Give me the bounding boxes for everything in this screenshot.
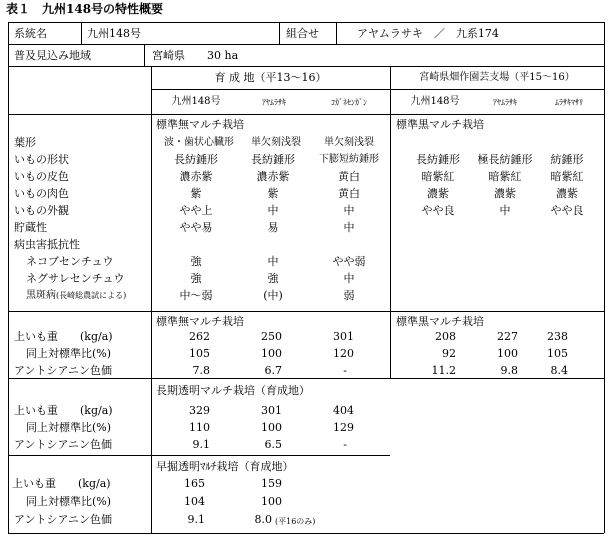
- table-border-bottom: [8, 533, 604, 534]
- trait-label: 貯蔵性: [14, 221, 47, 234]
- kokuhan-note: (長崎総農試による): [56, 291, 127, 300]
- trait-value: 中: [267, 204, 279, 217]
- divider: [151, 89, 604, 90]
- cond-label: 標準黒マルチ栽培: [396, 118, 484, 131]
- trait-value: 弱: [343, 289, 355, 302]
- yield-label: アントシアニン色価: [14, 438, 113, 451]
- trait-value: やや良: [421, 204, 455, 217]
- yield-value: 105: [189, 347, 210, 360]
- trait-value: (中): [263, 289, 283, 302]
- divider: [8, 114, 604, 115]
- trait-value: 黄白: [338, 170, 360, 183]
- yield-label: 上いも重 (kg/a): [14, 404, 113, 417]
- yield-value: 301: [333, 330, 354, 343]
- table-title: 表１ 九州148号の特性概要: [6, 2, 164, 16]
- trait-value: 紫: [267, 187, 279, 200]
- trait-value: 濃紫: [556, 187, 578, 200]
- trait-value: 単欠刻浅裂: [251, 137, 301, 148]
- trait-value: やや良: [550, 204, 584, 217]
- yield-label: 同上対標準比(%): [26, 421, 112, 434]
- yield-value: 100: [261, 495, 282, 508]
- cond-label: 標準無マルチ栽培: [156, 315, 244, 328]
- divider: [144, 44, 145, 66]
- cond-label: 長期透明マルチ栽培（育成地）: [156, 384, 310, 397]
- trait-value: 中: [343, 221, 355, 234]
- divider: [8, 311, 604, 312]
- trait-value: 波・歯状心臓形: [164, 137, 234, 148]
- trait-value: 紡錘形: [550, 153, 584, 166]
- divider: [8, 378, 604, 379]
- cond-label: 標準黒マルチ栽培: [396, 315, 484, 328]
- yield-value: 238: [547, 330, 568, 343]
- variety-header: ｺｶﾞﾈｾﾝｶﾞﾝ: [331, 98, 367, 107]
- yield-value: 6.7: [264, 364, 282, 377]
- variety-header: 九州148号: [410, 96, 460, 107]
- yield-value: 165: [184, 477, 205, 490]
- variety-header: ｱﾔﾑﾗｻｷ: [493, 98, 517, 107]
- trait-value: 暗紫紅: [421, 170, 455, 183]
- variety-header: 九州148号: [171, 96, 221, 107]
- trait-value: 濃紫: [427, 187, 449, 200]
- group-header-ikusei: 育 成 地（平13～16）: [214, 71, 327, 84]
- yield-value: 301: [261, 404, 282, 417]
- resist-label: ネグサレセンチュウ: [26, 272, 125, 285]
- yield-value: 100: [497, 347, 518, 360]
- yield-value: 9.1: [187, 513, 205, 526]
- yield-value: 104: [184, 495, 205, 508]
- yield-value: 9.1: [192, 438, 210, 451]
- yield-value: 250: [261, 330, 282, 343]
- yield-label: 上いも重 (kg/a): [12, 477, 111, 490]
- trait-label: いもの肉色: [14, 187, 69, 200]
- trait-label: いもの皮色: [14, 170, 69, 183]
- trait-value: やや上: [179, 204, 213, 217]
- trait-value: 極長紡錘形: [477, 153, 533, 166]
- yield-value: 100: [261, 347, 282, 360]
- yield-value: 92: [442, 347, 456, 360]
- divider: [336, 22, 337, 44]
- lineage-label: 系統名: [14, 27, 47, 40]
- area-value: 宮崎県 30 ha: [152, 49, 239, 62]
- table-border-top: [8, 22, 604, 23]
- yield-value: 159: [261, 477, 282, 490]
- cond-label: 標準無マルチ栽培: [156, 118, 244, 131]
- yield-value: 329: [189, 404, 210, 417]
- yield-label: 同上対標準比(%): [26, 347, 112, 360]
- divider: [8, 44, 604, 45]
- trait-label: いもの形状: [14, 153, 69, 166]
- trait-value: 単欠刻浅裂: [324, 137, 374, 148]
- divider: [390, 66, 391, 378]
- yield-value: 8.0: [254, 513, 272, 526]
- group-header-miyazaki: 宮崎県畑作園芸支場（平15～16）: [419, 72, 575, 83]
- yield-value: 6.5: [264, 438, 282, 451]
- yield-value: -: [343, 438, 347, 451]
- trait-value: 長紡錘形: [251, 153, 295, 166]
- divider: [81, 22, 82, 44]
- trait-value: 易: [267, 221, 279, 234]
- yield-value: 129: [333, 421, 354, 434]
- trait-label: 葉形: [14, 136, 36, 149]
- trait-label: いもの外観: [14, 204, 69, 217]
- trait-value: やや弱: [332, 255, 366, 268]
- yield-label: 上いも重 (kg/a): [14, 330, 113, 343]
- yield-value: -: [343, 364, 347, 377]
- yield-note: (平16のみ): [275, 517, 316, 526]
- variety-header: ﾑﾗｻｷﾏｻﾘ: [555, 98, 583, 107]
- table-border-right: [604, 22, 605, 533]
- trait-value: 中: [343, 272, 355, 285]
- trait-value: 濃赤紫: [256, 170, 290, 183]
- yield-label: アントシアニン色価: [14, 364, 113, 377]
- trait-value: 暗紫紅: [550, 170, 584, 183]
- yield-value: 120: [333, 347, 354, 360]
- trait-value: 中: [499, 204, 511, 217]
- divider: [8, 66, 604, 67]
- trait-value: 紫: [190, 187, 202, 200]
- trait-value: 濃赤紫: [179, 170, 213, 183]
- yield-label: 同上対標準比(%): [26, 495, 112, 508]
- yield-value: 9.8: [500, 364, 518, 377]
- trait-label: 病虫害抵抗性: [14, 238, 80, 251]
- trait-value: 強: [190, 272, 202, 285]
- resist-label: 黒斑病(長崎総農試による): [26, 290, 127, 301]
- yield-value: 7.8: [192, 364, 210, 377]
- trait-value: 強: [267, 272, 279, 285]
- trait-value: 中: [343, 204, 355, 217]
- divider: [151, 66, 152, 533]
- yield-value: 208: [435, 330, 456, 343]
- cond-label: 早掘透明ﾏﾙﾁ栽培（育成地）: [156, 460, 294, 473]
- yield-value: 404: [333, 404, 354, 417]
- yield-value: 11.2: [431, 364, 456, 377]
- trait-value: 中: [267, 255, 279, 268]
- trait-value: 長紡錘形: [174, 153, 218, 166]
- yield-value: 110: [189, 421, 210, 434]
- trait-value: 暗紫紅: [488, 170, 522, 183]
- trait-value: 黄白: [338, 187, 360, 200]
- cross-label: 組合せ: [286, 27, 319, 40]
- variety-header: ｱﾔﾑﾗｻｷ: [262, 98, 286, 107]
- trait-value: 下膨短紡錘形: [319, 154, 379, 165]
- table-border-left: [8, 22, 9, 533]
- trait-value: 長紡錘形: [416, 153, 460, 166]
- divider: [279, 22, 280, 44]
- trait-value: 中～弱: [179, 289, 213, 302]
- yield-label: アントシアニン色価: [14, 513, 113, 526]
- yield-value: 100: [261, 421, 282, 434]
- yield-value: 262: [189, 330, 210, 343]
- yield-value: 8.4: [550, 364, 568, 377]
- cross-value: アヤムラサキ ／ 九系174: [357, 27, 499, 40]
- area-label: 普及見込み地域: [14, 49, 91, 62]
- trait-value: やや易: [179, 221, 213, 234]
- yield-value: 227: [497, 330, 518, 343]
- yield-value: 105: [547, 347, 568, 360]
- trait-value: 濃紫: [494, 187, 516, 200]
- lineage-value: 九州148号: [87, 27, 141, 40]
- divider: [8, 455, 390, 456]
- trait-value: 強: [190, 255, 202, 268]
- resist-label: ネコブセンチュウ: [26, 255, 114, 268]
